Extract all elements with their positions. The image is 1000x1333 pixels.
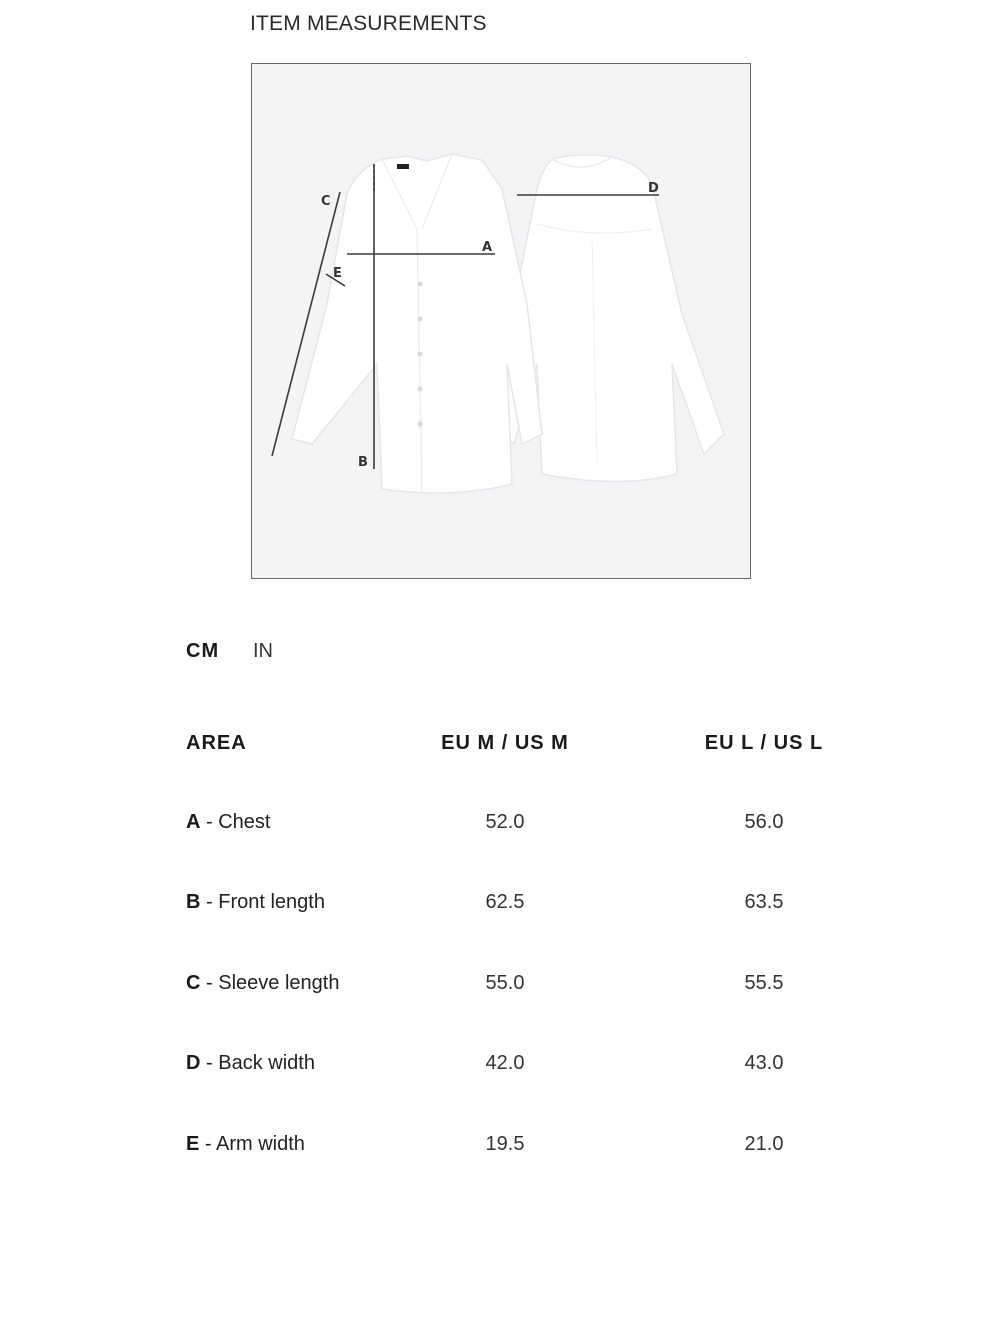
table-row-label [186,1133,305,1156]
row-name: Front length [218,891,325,913]
header-area: AREA [186,732,247,754]
label-e: E [333,266,342,281]
row-separator: - [199,1133,217,1155]
table-row-label [186,811,270,834]
table-cell-m: 19.5 [485,1133,525,1155]
row-separator: - [200,891,219,913]
table-cell-l: 56.0 [744,811,784,833]
row-name: Sleeve length [218,972,340,994]
row-name: Back width [218,1052,315,1074]
row-letter: E [186,1133,200,1155]
row-letter: B [186,891,201,913]
table-cell-l: 55.5 [744,972,784,994]
label-a: A [482,240,493,255]
row-separator: - [200,811,219,833]
row-letter: D [186,1052,201,1074]
table-cell-m: 55.0 [485,972,525,994]
row-name: Arm width [216,1133,305,1155]
row-name: Chest [218,811,271,833]
row-separator: - [200,1052,219,1074]
table-cell-l: 21.0 [744,1133,784,1155]
unit-in-option[interactable]: IN [253,640,273,662]
table-cell-m: 62.5 [485,891,525,913]
table-row-label [186,891,325,914]
label-b: B [358,455,368,470]
header-size-m: EU M / US M [441,732,569,754]
label-d: D [648,181,659,196]
label-c: C [321,194,331,209]
row-letter: A [186,811,201,833]
table-cell-m: 52.0 [485,811,525,833]
unit-cm-option[interactable]: CM [186,640,220,662]
page-title: ITEM MEASUREMENTS [250,12,487,35]
table-cell-m: 42.0 [485,1052,525,1074]
row-separator: - [200,972,219,994]
shirt-illustration [252,64,752,580]
header-size-l: EU L / US L [704,732,824,754]
measurement-diagram [251,63,751,579]
table-row-label [186,1052,315,1075]
table-cell-l: 43.0 [744,1052,784,1074]
table-cell-l: 63.5 [744,891,784,913]
table-row-label [186,972,339,995]
row-letter: C [186,972,201,994]
